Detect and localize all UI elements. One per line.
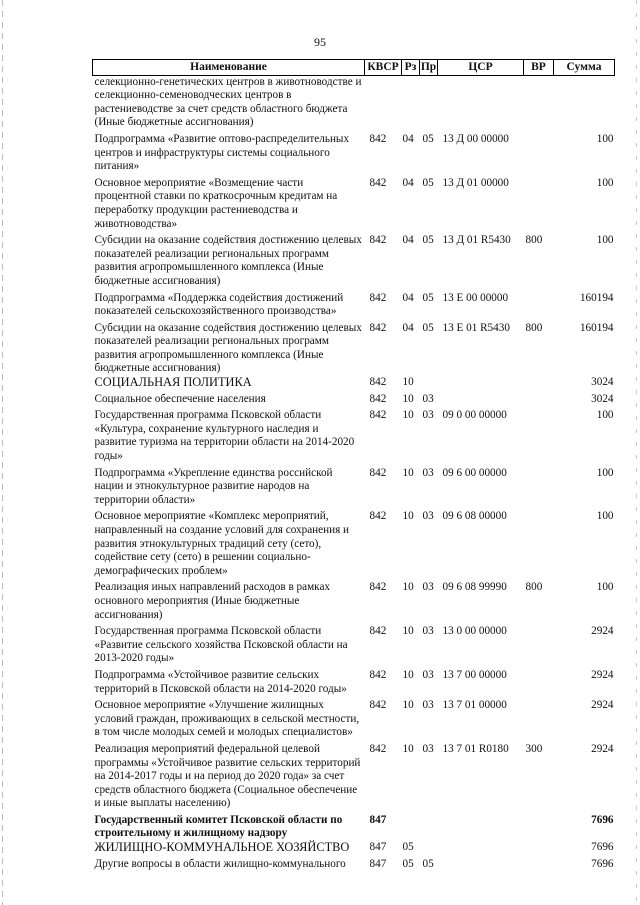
cell-vr: 800 xyxy=(525,581,543,594)
header-pr: Пр xyxy=(420,60,438,76)
cell-kvsr: 842 xyxy=(369,291,387,304)
cell-pr: 05 xyxy=(422,132,434,145)
cell-pr xyxy=(420,376,438,390)
table-row xyxy=(93,130,615,174)
cell-sum: 7696 xyxy=(591,857,614,870)
header-csr: ЦСР xyxy=(438,60,524,76)
cell-rz: 10 xyxy=(402,392,414,405)
table-row xyxy=(93,622,615,666)
cell-rz: 10 xyxy=(402,625,414,638)
header-name: Наименование xyxy=(93,60,365,76)
cell-vr xyxy=(524,507,554,578)
cell-kvsr: 842 xyxy=(369,176,387,189)
cell-vr xyxy=(524,841,554,855)
cell-vr xyxy=(524,811,554,841)
cell-csr: 09 6 08 00000 xyxy=(442,510,507,523)
cell-vr xyxy=(524,696,554,740)
table-row xyxy=(93,319,615,376)
cell-rz: 10 xyxy=(402,581,414,594)
cell-name: Государственный комитет Псковской области по строительному и жилищному надзору xyxy=(94,813,343,840)
cell-kvsr: 842 xyxy=(369,466,387,479)
cell-rz: 05 xyxy=(402,841,414,854)
cell-pr xyxy=(420,811,438,841)
cell-csr: 13 7 00 00000 xyxy=(442,668,507,681)
cell-pr xyxy=(420,841,438,855)
cell-kvsr: 842 xyxy=(369,742,387,755)
cell-kvsr: 847 xyxy=(369,813,387,826)
cell-sum xyxy=(554,75,615,130)
table-row xyxy=(93,464,615,508)
cell-name: селекционно-генетических центров в животноводстве и селекционно-семеноводческих центров в растениеводстве за счет средств областного бюджета (Иные бюджетные ассигнования) xyxy=(94,75,362,129)
cell-pr: 03 xyxy=(422,392,434,405)
cell-kvsr: 842 xyxy=(369,668,387,681)
cell-pr: 05 xyxy=(422,176,434,189)
cell-sum: 3024 xyxy=(591,376,614,389)
table-row xyxy=(93,231,615,288)
cell-name: Другие вопросы в области жилищно-коммунального xyxy=(94,857,346,870)
cell-kvsr: 842 xyxy=(369,409,387,422)
cell-name: Субсидии на оказание содействия достижению целевых показателей реализации региональных программ развития агропромышленного комплекса (Иные бюджетные ассигнования) xyxy=(94,321,362,375)
cell-name: Подпрограмма «Укрепление единства российской нации и этнокультурное развитие народов на территории области» xyxy=(94,466,333,506)
table-row xyxy=(93,174,615,231)
table-row xyxy=(93,740,615,811)
cell-sum: 2924 xyxy=(591,699,614,712)
cell-csr: 13 Е 00 00000 xyxy=(442,291,509,304)
cell-vr xyxy=(524,130,554,174)
cell-rz: 04 xyxy=(402,234,414,247)
cell-kvsr: 842 xyxy=(369,581,387,594)
cell-vr xyxy=(524,289,554,319)
cell-pr: 05 xyxy=(422,857,434,870)
cell-name: Подпрограмма «Устойчивое развитие сельских территорий в Псковской области на 2014-2020 годы» xyxy=(94,668,347,695)
scan-edge-right xyxy=(636,0,637,905)
cell-rz: 05 xyxy=(402,857,414,870)
cell-kvsr: 842 xyxy=(369,392,387,405)
cell-kvsr: 847 xyxy=(369,857,387,870)
cell-name: Государственная программа Псковской области «Культура, сохранение культурного наследия и развитие туризма на территории области на 2014-2020 годы» xyxy=(94,409,355,463)
cell-rz: 10 xyxy=(402,699,414,712)
cell-csr: 09 6 08 99990 xyxy=(442,581,507,594)
table-row xyxy=(93,376,615,390)
cell-csr: 13 Д 01 00000 xyxy=(442,176,509,189)
cell-csr xyxy=(438,376,524,390)
cell-vr xyxy=(524,855,554,872)
cell-sum: 100 xyxy=(596,581,614,594)
cell-pr: 03 xyxy=(422,581,434,594)
cell-pr: 03 xyxy=(422,699,434,712)
cell-kvsr: 842 xyxy=(369,510,387,523)
cell-csr xyxy=(438,390,524,407)
cell-sum: 100 xyxy=(596,510,614,523)
table-row xyxy=(93,666,615,696)
cell-name: Социальное обеспечение населения xyxy=(94,392,266,405)
cell-pr: 05 xyxy=(422,234,434,247)
cell-sum: 100 xyxy=(596,234,614,247)
cell-pr: 03 xyxy=(422,742,434,755)
table-row xyxy=(93,289,615,319)
table-row xyxy=(93,75,615,130)
cell-pr: 03 xyxy=(422,510,434,523)
cell-csr xyxy=(438,855,524,872)
cell-kvsr xyxy=(365,75,402,130)
table-row xyxy=(93,841,615,855)
cell-rz: 04 xyxy=(402,132,414,145)
cell-name: Основное мероприятие «Возмещение части процентной ставки по краткосрочным кредитам на переработку продукции растениеводства и животноводства» xyxy=(94,176,338,230)
cell-vr xyxy=(524,390,554,407)
cell-sum: 7696 xyxy=(591,841,614,854)
table-row xyxy=(93,696,615,740)
cell-sum: 7696 xyxy=(591,813,614,826)
cell-pr: 03 xyxy=(422,409,434,422)
cell-vr xyxy=(524,464,554,508)
cell-csr: 09 6 00 00000 xyxy=(442,466,507,479)
table-header xyxy=(93,60,615,76)
cell-pr: 03 xyxy=(422,668,434,681)
cell-csr: 13 7 01 R0180 xyxy=(442,742,509,755)
cell-name: Реализация иных направлений расходов в рамках основного мероприятия (Иные бюджетные ассигнования) xyxy=(94,581,331,621)
cell-rz: 10 xyxy=(402,510,414,523)
cell-sum: 160194 xyxy=(579,321,614,334)
cell-vr xyxy=(524,622,554,666)
cell-vr xyxy=(524,75,554,130)
cell-sum: 100 xyxy=(596,132,614,145)
cell-pr: 05 xyxy=(422,321,434,334)
cell-csr xyxy=(438,841,524,855)
cell-vr xyxy=(524,174,554,231)
cell-kvsr: 842 xyxy=(369,132,387,145)
cell-sum: 100 xyxy=(596,466,614,479)
cell-kvsr: 842 xyxy=(369,234,387,247)
cell-vr xyxy=(524,666,554,696)
cell-sum: 100 xyxy=(596,176,614,189)
cell-name: Реализация мероприятий федеральной целевой программы «Устойчивое развитие сельских территорий на 2014-2017 годы и на период до 2020 года» за счет средств областного бюджета (Социальное обеспечение и иные выплаты населению) xyxy=(94,742,361,810)
cell-rz: 04 xyxy=(402,321,414,334)
table-row xyxy=(93,811,615,841)
table-row xyxy=(93,390,615,407)
cell-name: Основное мероприятие «Улучшение жилищных условий граждан, проживающих в сельской местности, в том числе молодых семей и молодых специалистов» xyxy=(94,699,360,739)
cell-rz xyxy=(402,75,420,130)
cell-sum: 100 xyxy=(596,409,614,422)
header-sum: Сумма xyxy=(554,60,615,76)
cell-csr xyxy=(438,75,524,130)
table-row xyxy=(93,855,615,872)
cell-pr xyxy=(420,75,438,130)
scan-edge-left xyxy=(2,0,3,905)
cell-kvsr: 842 xyxy=(369,625,387,638)
table-row xyxy=(93,406,615,463)
cell-rz: 10 xyxy=(402,466,414,479)
cell-rz: 04 xyxy=(402,176,414,189)
cell-csr: 13 7 01 00000 xyxy=(442,699,507,712)
cell-rz: 10 xyxy=(402,409,414,422)
cell-vr: 800 xyxy=(525,321,543,334)
budget-table xyxy=(92,59,615,871)
cell-kvsr: 842 xyxy=(369,321,387,334)
cell-sum: 160194 xyxy=(579,291,614,304)
cell-vr: 800 xyxy=(525,234,543,247)
cell-rz xyxy=(402,811,420,841)
table-row xyxy=(93,578,615,622)
header-vr: ВР xyxy=(524,60,554,76)
cell-kvsr: 842 xyxy=(369,376,387,389)
page-number: 95 xyxy=(314,35,326,49)
cell-name: Подпрограмма «Развитие оптово-распределительных центров и инфраструктуры системы социального питания» xyxy=(94,132,350,173)
cell-csr xyxy=(438,811,524,841)
cell-pr: 03 xyxy=(422,466,434,479)
cell-pr: 05 xyxy=(422,291,434,304)
cell-rz: 04 xyxy=(402,291,414,304)
cell-vr: 300 xyxy=(525,742,543,755)
cell-name: Субсидии на оказание содействия достижению целевых показателей реализации региональных программ развития агропромышленного комплекса (Иные бюджетные ассигнования) xyxy=(94,234,362,287)
cell-sum: 3024 xyxy=(591,392,614,405)
cell-kvsr: 847 xyxy=(369,841,387,854)
cell-kvsr: 842 xyxy=(369,699,387,712)
cell-rz: 10 xyxy=(402,376,414,389)
header-kvsr: КВСР xyxy=(365,60,402,76)
cell-csr: 13 Е 01 R5430 xyxy=(442,321,510,334)
cell-name: Государственная программа Псковской области «Развитие сельского хозяйства Псковской области на 2013-2020 годы» xyxy=(94,625,348,665)
cell-name: Основное мероприятие «Комплекс мероприятий, направленный на создание условий для сохранения и развития этнокультурных традиций сету (сето), содействие сету (сето) в решении социально-демографических проблем» xyxy=(94,510,350,577)
cell-vr xyxy=(524,376,554,390)
cell-rz: 10 xyxy=(402,668,414,681)
cell-name: СОЦИАЛЬНАЯ ПОЛИТИКА xyxy=(94,375,252,390)
cell-csr: 13 Д 00 00000 xyxy=(442,132,509,145)
cell-vr xyxy=(524,406,554,463)
cell-name: Подпрограмма «Поддержка содействия достижений показателей сельскохозяйственного производства» xyxy=(94,291,344,318)
cell-csr: 13 Д 01 R5430 xyxy=(442,234,511,247)
cell-rz: 10 xyxy=(402,742,414,755)
cell-pr: 03 xyxy=(422,625,434,638)
cell-sum: 2924 xyxy=(591,668,614,681)
cell-sum: 2924 xyxy=(591,742,614,755)
cell-name: ЖИЛИЩНО-КОММУНАЛЬНОЕ ХОЗЯЙСТВО xyxy=(94,840,350,855)
cell-sum: 2924 xyxy=(591,625,614,638)
cell-csr: 13 0 00 00000 xyxy=(442,625,507,638)
cell-csr: 09 0 00 00000 xyxy=(442,409,507,422)
header-rz: Рз xyxy=(402,60,420,76)
table-body xyxy=(93,75,615,871)
table-row xyxy=(93,507,615,578)
